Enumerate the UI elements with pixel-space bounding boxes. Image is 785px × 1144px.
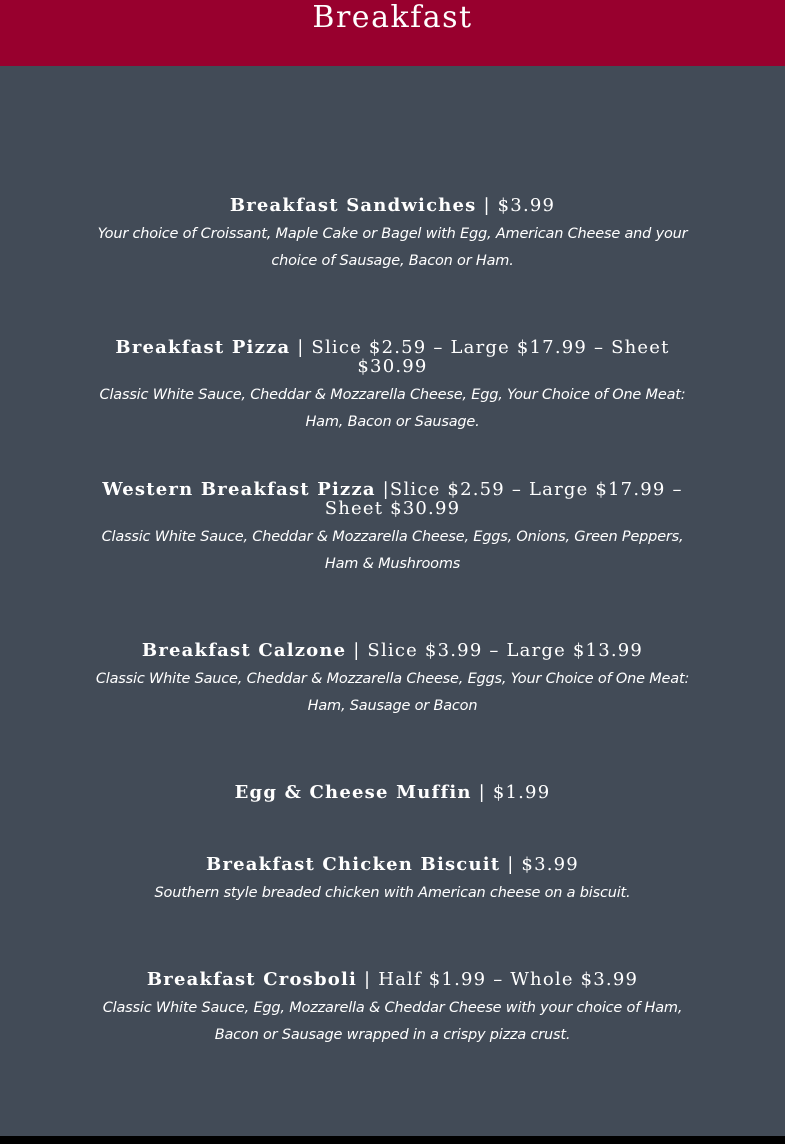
menu-item-breakfast-crosboli <box>85 970 700 1049</box>
menu-item-price: | Slice $2.59 – Large $17.99 – Sheet $30.99 <box>290 337 670 377</box>
menu-item-price: | Half $1.99 – Whole $3.99 <box>357 969 639 990</box>
menu-item-price: | $3.99 <box>476 195 556 216</box>
menu-item-title <box>85 970 700 989</box>
menu-item-description: Classic White Sauce, Egg, Mozzarella & Cheddar Cheese with your choice of Ham, Bacon or Sausage wrapped in a crispy pizza crust. <box>102 1000 683 1043</box>
menu-item-name: Breakfast Crosboli <box>146 969 358 990</box>
menu-item-price: | $1.99 <box>471 782 551 803</box>
menu-item-price: |Slice $2.59 – Large $17.99 – Sheet $30.99 <box>324 479 683 519</box>
menu-item-title <box>85 480 700 518</box>
menu-item-description: Classic White Sauce, Cheddar & Mozzarella Cheese, Eggs, Onions, Green Peppers, Ham & Mushrooms <box>101 529 684 572</box>
menu-item-name: Breakfast Pizza <box>115 337 291 358</box>
menu-item-description: Classic White Sauce, Cheddar & Mozzarella Cheese, Egg, Your Choice of One Meat: Ham, Bacon or Sausage. <box>99 387 686 430</box>
menu-item-title <box>85 641 700 660</box>
menu-item-title <box>85 338 700 376</box>
menu-item-title <box>85 196 700 215</box>
menu-item-description: Your choice of Croissant, Maple Cake or Bagel with Egg, American Cheese and your choice of Sausage, Bacon or Ham. <box>97 226 688 269</box>
menu-item-breakfast-chicken-biscuit <box>85 855 700 907</box>
menu-item-price: | $3.99 <box>500 854 579 875</box>
menu-item-title <box>85 855 700 874</box>
menu-item-breakfast-pizza <box>85 338 700 436</box>
menu-item-name: Western Breakfast Pizza <box>102 479 376 500</box>
menu-item-name: Egg & Cheese Muffin <box>234 782 472 803</box>
menu-item-description: Southern style breaded chicken with American cheese on a biscuit. <box>154 885 631 901</box>
menu-item-western-breakfast-pizza <box>85 480 700 578</box>
page-title: Breakfast <box>312 0 473 35</box>
menu-item-breakfast-calzone <box>85 641 700 720</box>
menu-item-price: | Slice $3.99 – Large $13.99 <box>346 640 644 661</box>
page-header <box>0 0 785 66</box>
menu-item-title <box>85 783 700 802</box>
menu-item-name: Breakfast Chicken Biscuit <box>206 854 501 875</box>
menu-item-egg-cheese-muffin <box>85 783 700 802</box>
menu-item-breakfast-sandwiches <box>85 196 700 275</box>
menu-item-description: Classic White Sauce, Cheddar & Mozzarella Cheese, Eggs, Your Choice of One Meat: Ham, Sausage or Bacon <box>95 671 690 714</box>
menu-item-name: Breakfast Sandwiches <box>229 195 477 216</box>
footer-bar <box>0 1136 785 1144</box>
menu-item-name: Breakfast Calzone <box>141 640 347 661</box>
